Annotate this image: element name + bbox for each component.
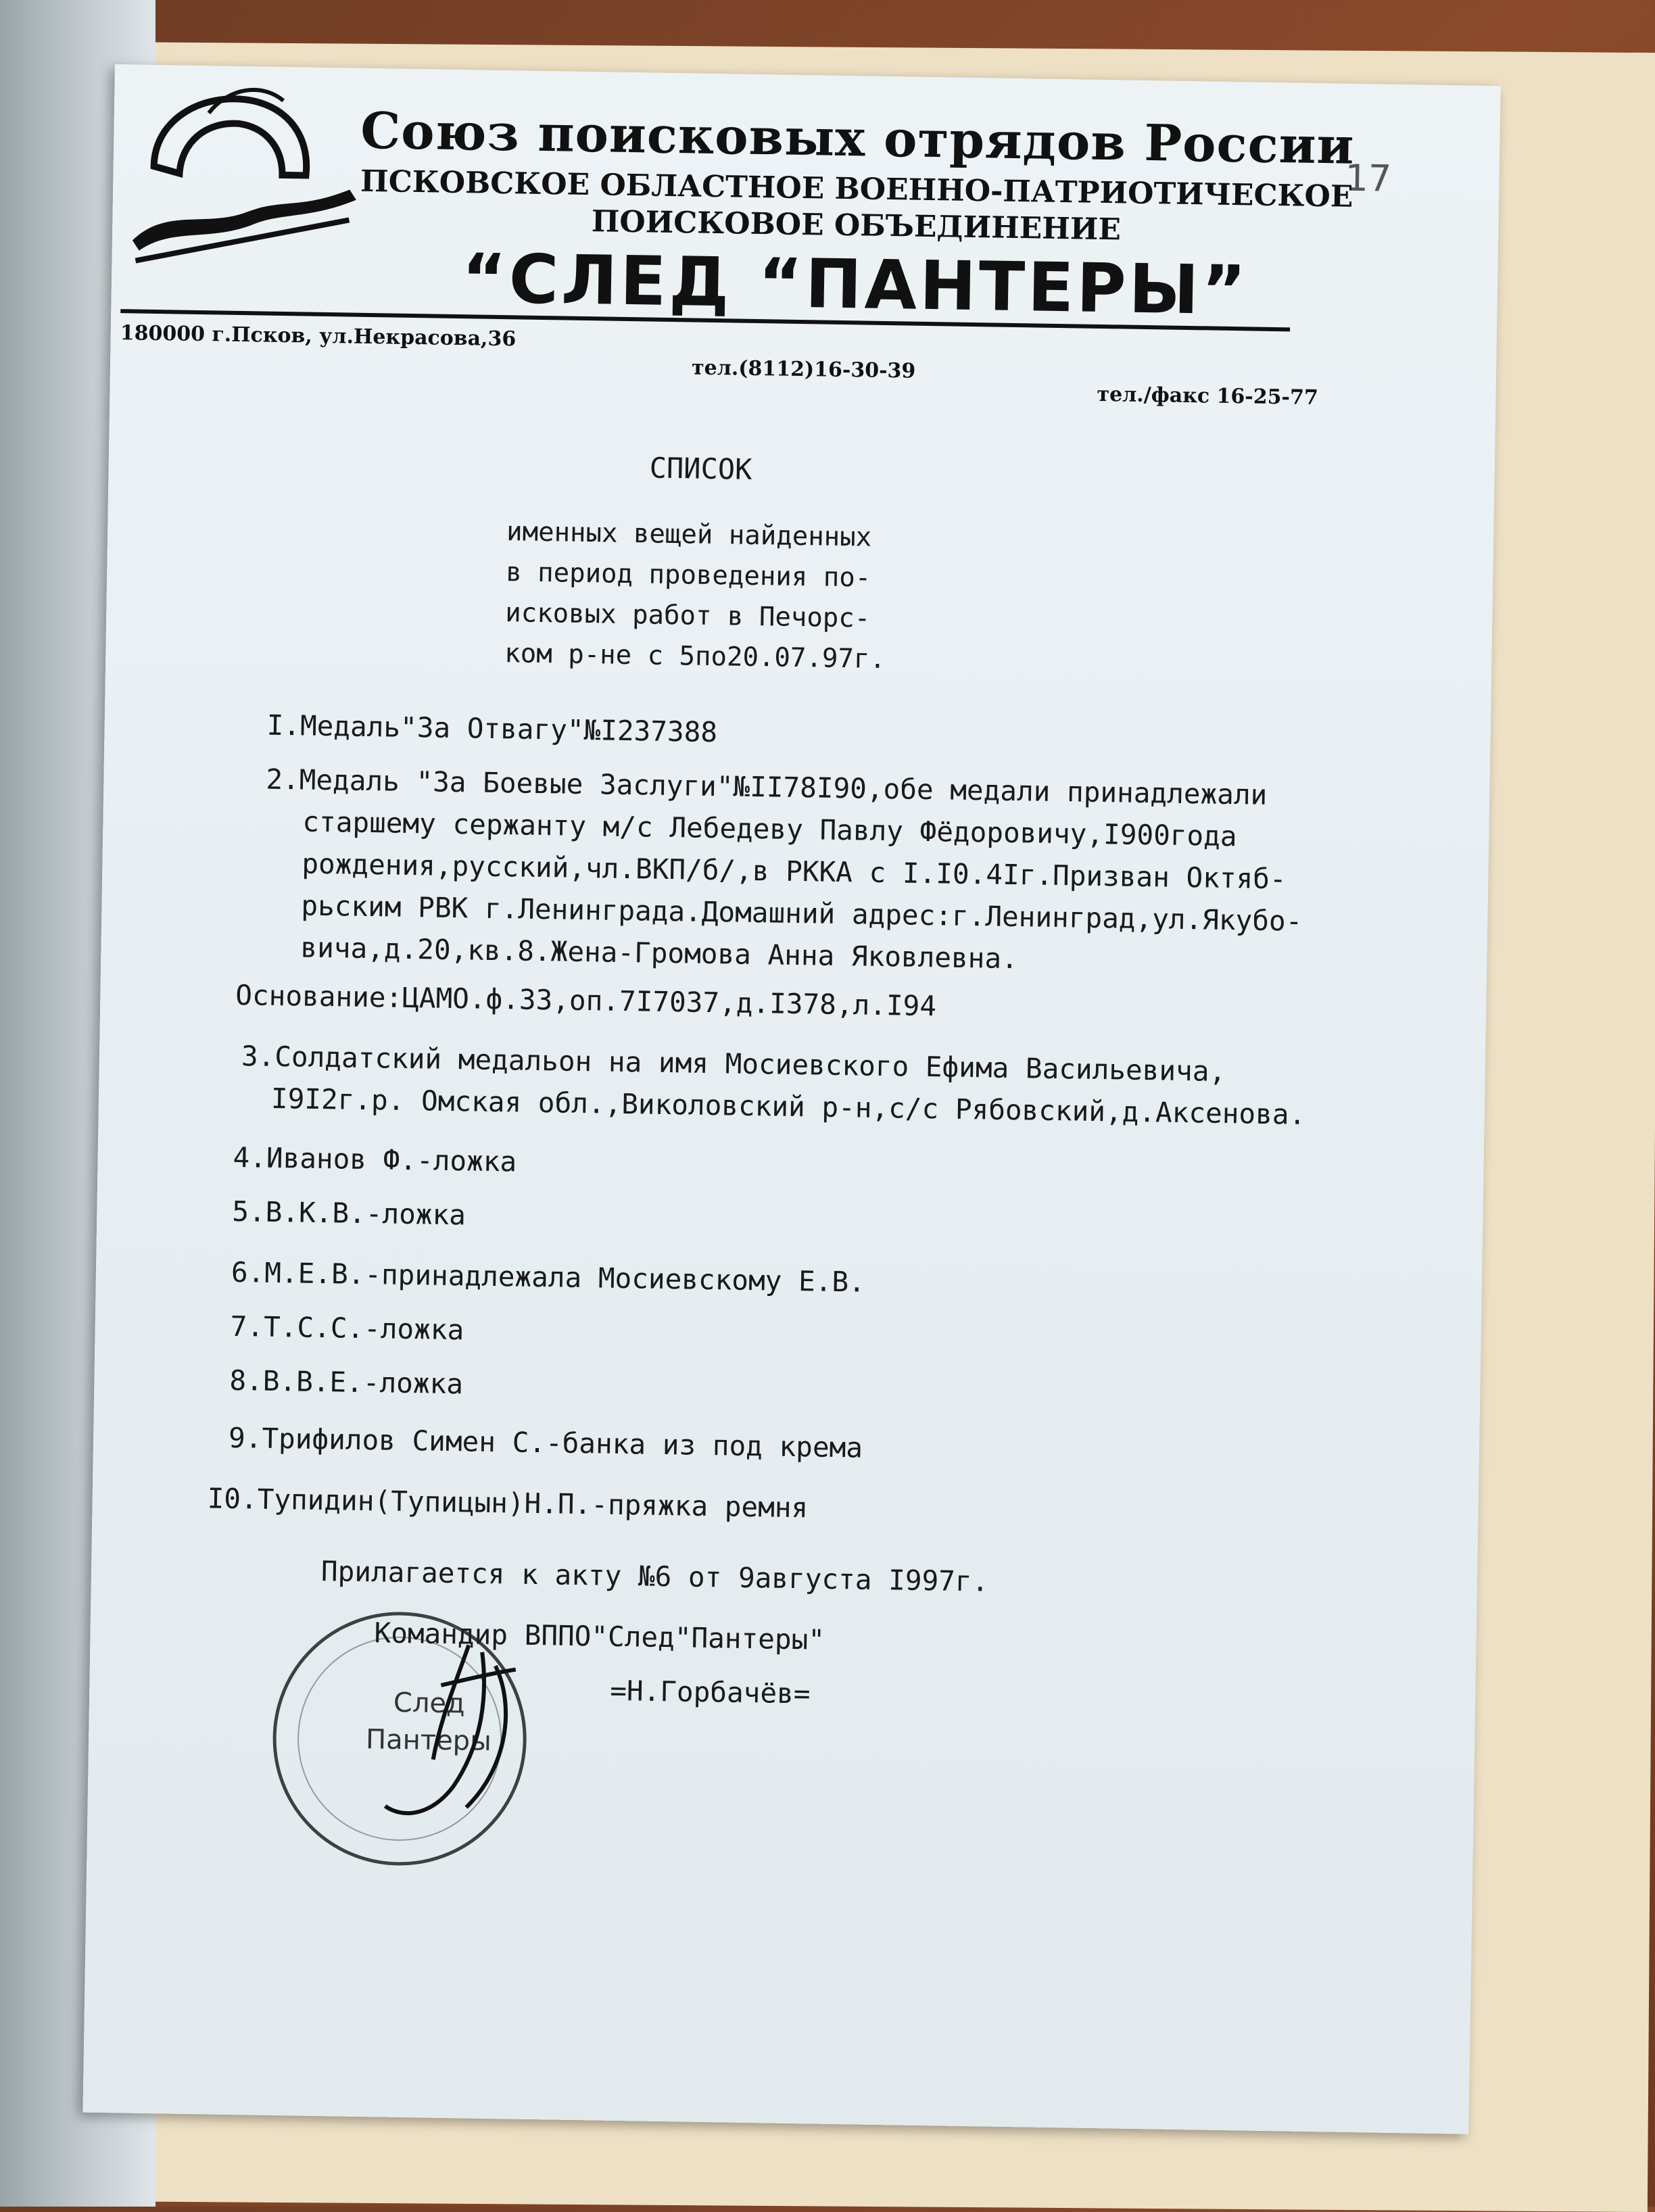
org-line-1: Союз поисковых отрядов России — [360, 101, 1356, 176]
subtitle-line: исковых работ в Печорс- — [504, 598, 871, 634]
address: 180000 г.Псков, ул.Некрасова,36 — [120, 321, 517, 352]
subtitle-line: именных вещей найденных — [506, 516, 872, 553]
signature-title: Командир ВППО"След"Пантеры" — [374, 1616, 825, 1656]
stamp-text-top: След — [393, 1687, 466, 1720]
attachment-note: Прилагается к акту №6 от 9августа I997г. — [320, 1555, 989, 1598]
list-item: Основание:ЦАМО.ф.33,оп.7I7037,д.I378,л.I94 — [235, 978, 937, 1023]
signature-name: =Н.Горбачёв= — [609, 1674, 811, 1710]
list-item: вича,д.20,кв.8.Жена-Громова Анна Яковлевна. — [300, 931, 1019, 976]
document-title: СПИСОК — [649, 451, 752, 486]
list-item: I.Медаль"За Отвагу"№I237388 — [266, 708, 718, 749]
list-item: I9I2г.р. Омская обл.,Виколовский р-н,с/с Рябовский,д.Аксенова. — [270, 1082, 1306, 1131]
stamp-text-bottom: Пантеры — [365, 1724, 492, 1758]
org-line-2: ПСКОВСКОЕ ОБЛАСТНОЕ ВОЕННО-ПАТРИОТИЧЕСКОЕ — [360, 164, 1353, 214]
list-item: 5.В.К.В.-ложка — [231, 1195, 466, 1232]
subtitle-line: ком р-не с 5по20.07.97г. — [504, 638, 886, 675]
round-stamp — [262, 1602, 592, 1890]
list-item: 3.Солдатский медальон на имя Мосиевского Ефима Васильевича, — [241, 1040, 1226, 1088]
phone: тел.(8112)16-30-39 — [691, 356, 916, 383]
list-item: I0.Тупидин(Тупицын)Н.П.-пряжка ремня — [207, 1482, 809, 1524]
list-item: 8.В.В.Е.-ложка — [229, 1364, 464, 1401]
list-item: 6.М.Е.В.-принадлежала Мосиевскому Е.В. — [231, 1255, 866, 1299]
org-line-3: ПОИСКОВОЕ ОБЪЕДИНЕНИЕ — [591, 204, 1122, 247]
org-name: “СЛЕД “ПАНТЕРЫ” — [461, 239, 1249, 331]
document-sheet — [82, 64, 1500, 2134]
list-item: 2.Медаль "За Боевые Заслуги"№II78I90,обе медали принадлежали — [266, 763, 1268, 811]
list-item: 9.Трифилов Симен С.-банка из под крема — [228, 1421, 863, 1464]
list-item: старшему сержанту м/с Лебедеву Павлу Фёдоровичу,I900года — [302, 805, 1237, 853]
fax: тел./факс 16-25-77 — [1097, 382, 1318, 410]
list-item: рьским РВК г.Ленинграда.Домашний адрес:г.Ленинград,ул.Якубо- — [301, 889, 1303, 938]
list-item: 4.Иванов Ф.-ложка — [233, 1140, 517, 1178]
list-item: 7.Т.С.С.-ложка — [230, 1309, 464, 1347]
subtitle-line: в период проведения по- — [505, 557, 871, 594]
list-item: рождения,русский,чл.ВКП/б/,в РККА с I.I0.4Iг.Призван Октяб- — [302, 847, 1287, 896]
page-number: 17 — [1345, 156, 1392, 200]
